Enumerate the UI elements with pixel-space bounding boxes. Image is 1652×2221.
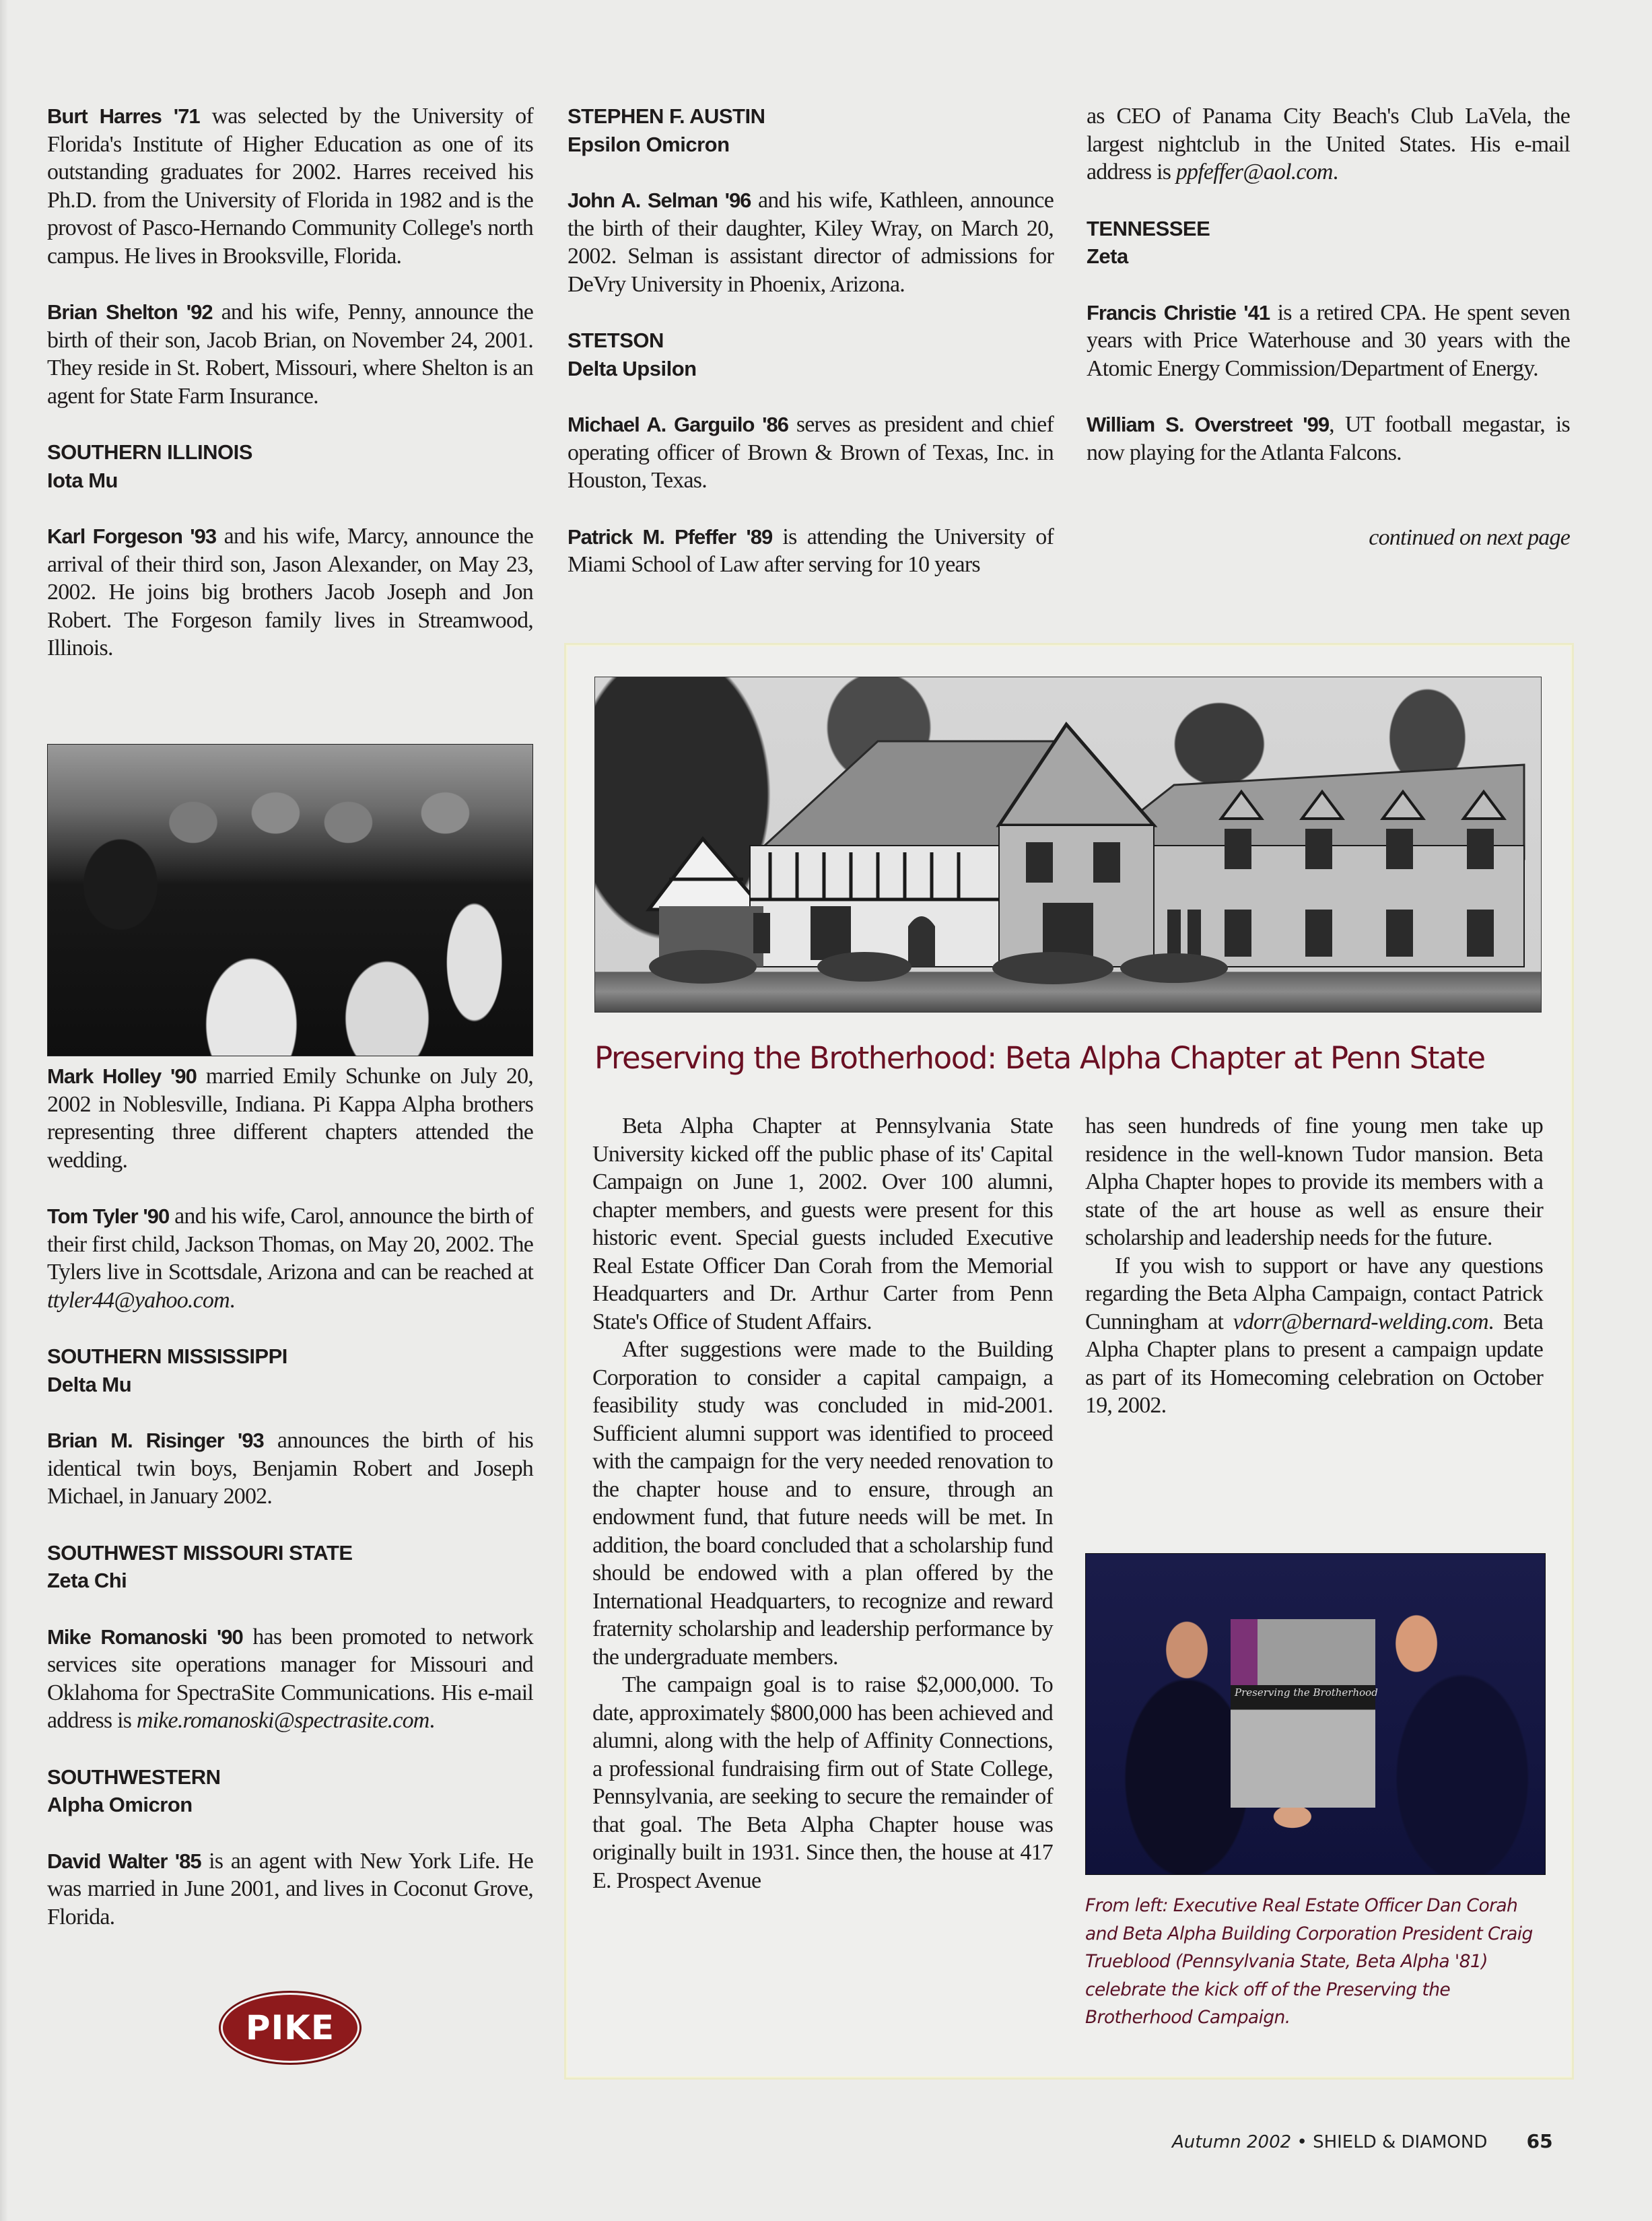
chapter-name: Iota Mu <box>47 468 118 492</box>
pike-logo-icon <box>221 1993 359 2063</box>
alumni-name: William S. Overstreet '99 <box>1087 413 1330 436</box>
alumni-name: Brian Shelton '92 <box>47 300 213 324</box>
left-column-lower <box>47 1062 533 1959</box>
left-column <box>47 102 533 691</box>
poster-accent <box>1231 1619 1258 1685</box>
email-address[interactable]: ppfeffer@aol.com <box>1175 160 1333 184</box>
alumni-name: Burt Harres '71 <box>47 104 200 128</box>
handshake-photo <box>1085 1553 1546 1875</box>
alumni-entry: Francis Christie '41 is a retired CPA. He spent seven years with Price Waterhouse and 30 years with the Atomic Energy Commission/Department of Energy. <box>1087 300 1570 381</box>
logo-text: PIKE <box>245 2008 335 2047</box>
article-paragraph: The campaign goal is to raise $2,000,000. To date, approximately $800,000 has been achieved and alumni, along with the help of Affinity Connections, a professional fundraising firm out of State College, Pennsylvania, are seeking to secure the remainder of that goal. The Beta Alpha Chapter house was originally built in 1931. Since then, the house at 417 E. Prospect Avenue <box>592 1672 1053 1893</box>
article-paragraph: If you wish to support or have any questions regarding the Beta Alpha Campaign, contact Patrick Cunningham at vdorr@bernard-welding.com. Beta Alpha Chapter plans to present a campaign update as part of its Homecoming celebration on October 19, 2002. <box>1085 1253 1543 1418</box>
alumni-name: Francis Christie '41 <box>1087 300 1270 324</box>
chapter-heading <box>47 438 533 494</box>
campaign-poster <box>1231 1619 1378 1808</box>
chapter-heading <box>567 327 1054 382</box>
school-name: STEPHEN F. AUSTIN <box>567 104 765 128</box>
tudor-house-drawing <box>595 677 1541 1012</box>
email-address[interactable]: ttyler44@yahoo.com <box>47 1287 230 1313</box>
article-paragraph: After suggestions were made to the Building Corporation to consider a capital campaign, a feasibility study was concluded in mid-2001. Sufficient alumni support was identified to proceed with the campaign for the very needed renovation to the chapter house and to ensure, through an endowment fund, that future needs will be met. In addition, the board concluded that a scholarship fund should be endowed with a plan offered by the International Headquarters, to recognize and reward fraternity scholarship and leadership performance by the undergraduate members. <box>592 1337 1053 1670</box>
page-number: 65 <box>1526 2130 1553 2152</box>
continued-on-next-page-link[interactable]: continued on next page <box>1369 525 1570 550</box>
poster-label: Preserving the Brotherhood <box>1235 1686 1378 1699</box>
alumni-entry: Karl Forgeson '93 and his wife, Marcy, announce the arrival of their third son, Jason Alexander, on May 23, 2002. He joins big brothers Jacob Joseph and Jon Robert. The Forgeson family lives in Streamwood, Illinois. <box>47 524 533 660</box>
wedding-group-photo <box>47 744 533 1056</box>
email-address[interactable]: vdorr@bernard-welding.com <box>1233 1309 1488 1334</box>
alumni-entry: David Walter '85 is an agent with New York Life. He was married in June 2001, and lives in Coconut Grove, Florida. <box>47 1848 533 1929</box>
alumni-entry: Tom Tyler '90 and his wife, Carol, announce the birth of their first child, Jackson Thomas, on May 20, 2002. The Tylers live in Scottsdale, Arizona and can be reached at ttyler44@yahoo.com. <box>47 1204 533 1313</box>
issue-date: Autumn 2002 <box>1172 2132 1292 2152</box>
alumni-entry: Michael A. Garguilo '86 serves as president and chief operating officer of Brown & Brown of Texas, Inc. in Houston, Texas. <box>567 412 1054 493</box>
alumni-name: Karl Forgeson '93 <box>47 524 217 548</box>
school-name: SOUTHERN ILLINOIS <box>47 440 252 464</box>
chapter-name: Zeta Chi <box>47 1569 127 1592</box>
alumni-name: Mike Romanoski '90 <box>47 1625 243 1649</box>
photo-caption: From left: Executive Real Estate Officer Dan Corah and Beta Alpha Building Corporation President Craig Trueblood (Pennsylvania State, Beta Alpha '81) celebrate the kick off of the Preserving the Brotherhood Campaign. <box>1085 1895 1533 2028</box>
article-column-2 <box>1085 1112 1543 1420</box>
alumni-name: Michael A. Garguilo '86 <box>567 413 789 436</box>
alumni-entry-continued: as CEO of Panama City Beach's Club LaVela, the largest nightclub in the United States. His e-mail address is ppfeffer@aol.com. <box>1087 104 1570 184</box>
alumni-name: Patrick M. Pfeffer '89 <box>567 524 773 549</box>
school-name: TENNESSEE <box>1087 216 1210 240</box>
alumni-entry: Mike Romanoski '90 has been promoted to network services site operations manager for Missouri and Oklahoma for SpectraSite Communications. His e-mail address is mike.romanoski@spectrasite.com. <box>47 1624 533 1733</box>
chapter-heading <box>47 1539 533 1595</box>
alumni-name: Tom Tyler '90 <box>47 1204 170 1228</box>
chapter-house-illustration <box>594 677 1542 1013</box>
chapter-heading <box>47 1342 533 1398</box>
chapter-name: Alpha Omicron <box>47 1793 193 1816</box>
chapter-heading <box>567 102 1054 158</box>
school-name: SOUTHERN MISSISSIPPI <box>47 1344 287 1368</box>
alumni-entry: Patrick M. Pfeffer '89 is attending the University of Miami School of Law after serving for 10 years <box>567 524 1054 577</box>
alumni-entry: William S. Overstreet '99, UT football megastar, is now playing for the Atlanta Falcons. <box>1087 412 1570 465</box>
alumni-name: John A. Selman '96 <box>567 189 751 212</box>
article-paragraph: Beta Alpha Chapter at Pennsylvania State University kicked off the public phase of its' Capital Campaign on June 1, 2002. Over 100 alumni, chapter members, and guests were present for this historic event. Special guests included Executive Real Estate Officer Dan Corah from the Memorial Headquarters and Dr. Arthur Carter from Penn State's Office of Student Affairs. <box>592 1114 1053 1334</box>
article-paragraph: has seen hundreds of fine young men take up residence in the well-known Tudor mansion. Beta Alpha Chapter hopes to provide its members with a state of the art house as well as ensure their scholarship and leadership needs for the future. <box>1085 1114 1543 1250</box>
chapter-name: Delta Mu <box>47 1372 132 1396</box>
alumni-name: Brian M. Risinger '93 <box>47 1429 264 1452</box>
alumni-entry: Mark Holley '90 married Emily Schunke on July 20, 2002 in Noblesville, Indiana. Pi Kappa Alpha brothers representing three different chapters attended the wedding. <box>47 1064 533 1173</box>
chapter-name: Zeta <box>1087 244 1128 268</box>
chapter-name: Epsilon Omicron <box>567 132 730 156</box>
alumni-name: Mark Holley '90 <box>47 1064 197 1088</box>
alumni-entry: Brian M. Risinger '93 announces the birth of his identical twin boys, Benjamin Robert and Joseph Michael, in January 2002. <box>47 1428 533 1509</box>
school-name: SOUTHWEST MISSOURI STATE <box>47 1540 353 1565</box>
email-address[interactable]: mike.romanoski@spectrasite.com <box>136 1708 429 1733</box>
chapter-heading <box>1087 215 1570 271</box>
alumni-name: David Walter '85 <box>47 1849 201 1873</box>
chapter-heading <box>47 1763 533 1819</box>
school-name: SOUTHWESTERN <box>47 1765 221 1789</box>
article-title: Preserving the Brotherhood: Beta Alpha Chapter at Penn State <box>594 1040 1485 1076</box>
article-column-1 <box>592 1112 1053 1894</box>
page-gutter-shadow <box>0 0 8 2221</box>
alumni-entry: Brian Shelton '92 and his wife, Penny, announce the birth of their son, Jacob Brian, on November 24, 2001. They reside in St. Robert, Missouri, where Shelton is an agent for State Farm Insurance. <box>47 300 533 409</box>
page-footer <box>1172 2130 1553 2152</box>
publication-name: SHIELD & DIAMOND <box>1313 2132 1488 2152</box>
middle-column <box>567 102 1054 607</box>
footer-separator: • <box>1297 2132 1307 2152</box>
chapter-name: Delta Upsilon <box>567 356 697 380</box>
alumni-entry: John A. Selman '96 and his wife, Kathleen, announce the birth of their daughter, Kiley Wray, on March 20, 2002. Selman is assistant director of admissions for DeVry University in Phoenix, Arizona. <box>567 188 1054 297</box>
school-name: STETSON <box>567 329 664 352</box>
right-column <box>1087 102 1570 552</box>
alumni-entry: Burt Harres '71 was selected by the University of Florida's Institute of Higher Education as one of its outstanding graduates for 2002. Harres received his Ph.D. from the University of Florida in 1982 and is the provost of Pasco-Hernando Community College's north campus. He lives in Brooksville, Florida. <box>47 104 534 269</box>
